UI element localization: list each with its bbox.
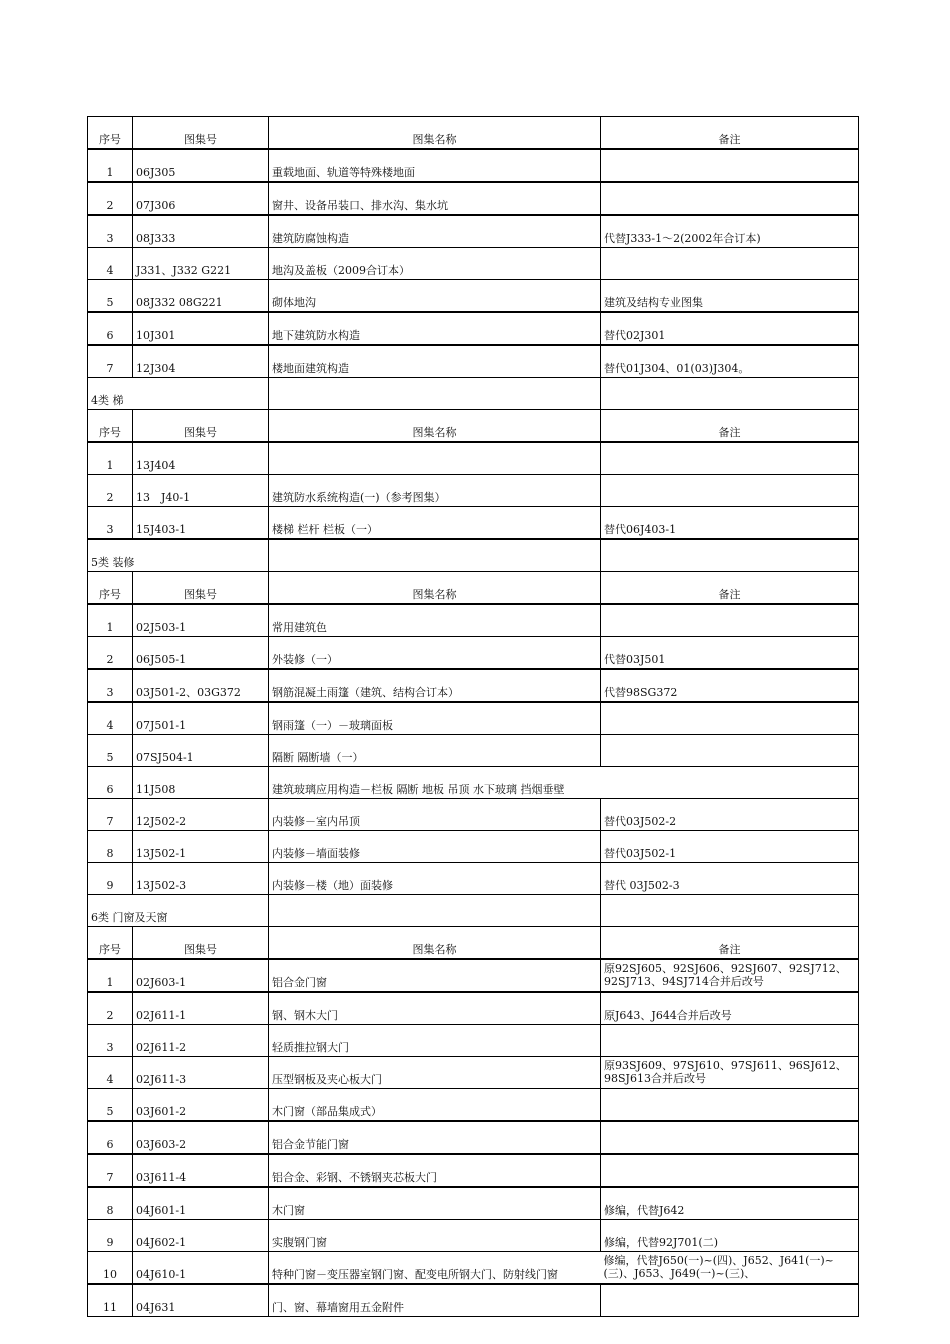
section-5-title-row xyxy=(88,539,859,572)
atlas-code: 03J611-4 xyxy=(133,1154,269,1187)
atlas-code: 02J603-1 xyxy=(133,959,269,992)
atlas-code: 12J304 xyxy=(133,345,269,378)
atlas-name: 实腹钢门窗 xyxy=(269,1220,601,1252)
catalog-sheet xyxy=(87,116,858,1317)
atlas-code: 04J602-1 xyxy=(133,1220,269,1252)
section-title: 4类 梯 xyxy=(88,378,269,410)
atlas-name: 钢筋混凝土雨篷（建筑、结构合订本） xyxy=(269,669,601,702)
atlas-note: 替代01J304、01(03)J304。 xyxy=(601,345,859,378)
atlas-code: 13J502-1 xyxy=(133,831,269,863)
atlas-note: 原92SJ605、92SJ606、92SJ607、92SJ712、92SJ713、94SJ714合并后改号 xyxy=(601,959,859,992)
empty-cell xyxy=(601,895,859,927)
header-no: 序号 xyxy=(88,927,133,960)
table-row xyxy=(88,215,859,248)
atlas-code: 08J332 08G221 xyxy=(133,280,269,313)
atlas-note: 建筑及结构专业图集 xyxy=(601,280,859,313)
atlas-name: 建筑防腐蚀构造 xyxy=(269,215,601,248)
header-code: 图集号 xyxy=(133,927,269,960)
row-number: 3 xyxy=(88,1025,133,1057)
header-note: 备注 xyxy=(601,572,859,605)
atlas-note xyxy=(601,735,859,767)
atlas-name: 隔断 隔断墙（一） xyxy=(269,735,601,767)
atlas-note xyxy=(601,182,859,215)
table-row xyxy=(88,992,859,1025)
atlas-name: 钢、钢木大门 xyxy=(269,992,601,1025)
atlas-name: 铝合金节能门窗 xyxy=(269,1121,601,1154)
row-number: 9 xyxy=(88,1220,133,1252)
atlas-code: 02J611-2 xyxy=(133,1025,269,1057)
header-no: 序号 xyxy=(88,572,133,605)
atlas-name: 楼梯 栏杆 栏板（一） xyxy=(269,507,601,540)
atlas-code: 04J631 xyxy=(133,1284,269,1317)
atlas-note: 代替J333-1～2(2002年合订本) xyxy=(601,215,859,248)
atlas-note: 代替98SG372 xyxy=(601,669,859,702)
row-number: 1 xyxy=(88,149,133,182)
atlas-name: 地沟及盖板（2009合订本） xyxy=(269,248,601,280)
atlas-note xyxy=(601,149,859,182)
table-row xyxy=(88,1025,859,1057)
atlas-note: 修编，代替J650(一)~(四)、J652、J641(一)~(三)、J653、J649(一)~(三)、 xyxy=(601,1252,859,1285)
atlas-name: 压型钢板及夹心板大门 xyxy=(269,1057,601,1089)
table-row xyxy=(88,312,859,345)
row-number: 5 xyxy=(88,280,133,313)
atlas-code: 06J305 xyxy=(133,149,269,182)
atlas-code: 03J501-2、03G372 xyxy=(133,669,269,702)
atlas-name: 外装修（一） xyxy=(269,637,601,670)
header-note: 备注 xyxy=(601,410,859,443)
atlas-code: J331、J332 G221 xyxy=(133,248,269,280)
row-number: 2 xyxy=(88,992,133,1025)
atlas-name: 铝合金门窗 xyxy=(269,959,601,992)
row-number: 6 xyxy=(88,312,133,345)
atlas-name: 内装修－墙面装修 xyxy=(269,831,601,863)
atlas-code: 04J601-1 xyxy=(133,1187,269,1220)
atlas-note xyxy=(601,442,859,475)
atlas-name: 内装修－楼（地）面装修 xyxy=(269,863,601,895)
table-row xyxy=(88,442,859,475)
atlas-note xyxy=(601,1121,859,1154)
table-row xyxy=(88,149,859,182)
atlas-code: 02J611-3 xyxy=(133,1057,269,1089)
atlas-note xyxy=(601,604,859,637)
row-number: 5 xyxy=(88,735,133,767)
atlas-note: 替代 03J502-3 xyxy=(601,863,859,895)
header-name: 图集名称 xyxy=(269,927,601,960)
atlas-name: 钢雨篷（一）－玻璃面板 xyxy=(269,702,601,735)
row-number: 10 xyxy=(88,1252,133,1285)
atlas-code: 06J505-1 xyxy=(133,637,269,670)
atlas-note xyxy=(601,1154,859,1187)
atlas-note: 替代03J502-1 xyxy=(601,831,859,863)
atlas-note xyxy=(601,1089,859,1122)
empty-cell xyxy=(269,378,601,410)
section-4-title-row xyxy=(88,378,859,410)
table-row xyxy=(88,1284,859,1317)
empty-cell xyxy=(269,539,601,572)
atlas-code: 07J501-1 xyxy=(133,702,269,735)
table-row xyxy=(88,1121,859,1154)
atlas-note xyxy=(601,1025,859,1057)
row-number: 3 xyxy=(88,669,133,702)
empty-cell xyxy=(601,378,859,410)
table-row xyxy=(88,604,859,637)
table-row xyxy=(88,182,859,215)
row-number: 11 xyxy=(88,1284,133,1317)
section-title: 5类 装修 xyxy=(88,539,269,572)
atlas-note: 替代02J301 xyxy=(601,312,859,345)
table-row xyxy=(88,669,859,702)
empty-cell xyxy=(269,895,601,927)
atlas-note: 修编，代替92J701(二) xyxy=(601,1220,859,1252)
atlas-note: 原93SJ609、97SJ610、97SJ611、96SJ612、98SJ613合并后改号 xyxy=(601,1057,859,1089)
atlas-note xyxy=(601,248,859,280)
table-row xyxy=(88,475,859,507)
header-code: 图集号 xyxy=(133,572,269,605)
row-number: 3 xyxy=(88,215,133,248)
row-number: 4 xyxy=(88,1057,133,1089)
atlas-name xyxy=(269,442,601,475)
atlas-name: 建筑防水系统构造(一)（参考图集） xyxy=(269,475,601,507)
atlas-code: 02J611-1 xyxy=(133,992,269,1025)
row-number: 7 xyxy=(88,799,133,831)
atlas-code: 07J306 xyxy=(133,182,269,215)
atlas-code: 11J508 xyxy=(133,767,269,799)
table-row xyxy=(88,248,859,280)
atlas-note: 替代06J403-1 xyxy=(601,507,859,540)
row-number: 8 xyxy=(88,831,133,863)
section-6-title-row xyxy=(88,895,859,927)
table-row xyxy=(88,959,859,992)
atlas-code: 13 J40-1 xyxy=(133,475,269,507)
atlas-note xyxy=(601,1284,859,1317)
table-header-row xyxy=(88,117,859,150)
empty-cell xyxy=(601,539,859,572)
atlas-name: 木门窗 xyxy=(269,1187,601,1220)
section-title: 6类 门窗及天窗 xyxy=(88,895,269,927)
header-no: 序号 xyxy=(88,410,133,443)
table-row xyxy=(88,702,859,735)
atlas-note: 修编，代替J642 xyxy=(601,1187,859,1220)
atlas-name: 轻质推拉钢大门 xyxy=(269,1025,601,1057)
table-row xyxy=(88,799,859,831)
atlas-name: 楼地面建筑构造 xyxy=(269,345,601,378)
header-no: 序号 xyxy=(88,117,133,150)
row-number: 5 xyxy=(88,1089,133,1122)
atlas-name: 铝合金、彩钢、不锈钢夹芯板大门 xyxy=(269,1154,601,1187)
row-number: 7 xyxy=(88,345,133,378)
atlas-note: 原J643、J644合并后改号 xyxy=(601,992,859,1025)
atlas-note: 代替03J501 xyxy=(601,637,859,670)
table-header-row xyxy=(88,410,859,443)
table-row xyxy=(88,280,859,313)
row-number: 1 xyxy=(88,442,133,475)
row-number: 2 xyxy=(88,475,133,507)
header-name: 图集名称 xyxy=(269,410,601,443)
atlas-code: 15J403-1 xyxy=(133,507,269,540)
table-row xyxy=(88,1187,859,1220)
row-number: 6 xyxy=(88,1121,133,1154)
table-row xyxy=(88,735,859,767)
row-number: 4 xyxy=(88,702,133,735)
atlas-code: 10J301 xyxy=(133,312,269,345)
table-header-row xyxy=(88,927,859,960)
table-row xyxy=(88,767,859,799)
header-note: 备注 xyxy=(601,927,859,960)
row-number: 6 xyxy=(88,767,133,799)
atlas-table xyxy=(87,116,859,1317)
table-row xyxy=(88,863,859,895)
table-row xyxy=(88,831,859,863)
row-number: 1 xyxy=(88,604,133,637)
atlas-code: 04J610-1 xyxy=(133,1252,269,1285)
row-number: 8 xyxy=(88,1187,133,1220)
table-row xyxy=(88,1252,859,1285)
atlas-name: 地下建筑防水构造 xyxy=(269,312,601,345)
atlas-note: 替代03J502-2 xyxy=(601,799,859,831)
atlas-code: 08J333 xyxy=(133,215,269,248)
table-row xyxy=(88,1089,859,1122)
header-code: 图集号 xyxy=(133,117,269,150)
header-code: 图集号 xyxy=(133,410,269,443)
atlas-note xyxy=(601,475,859,507)
atlas-code: 03J603-2 xyxy=(133,1121,269,1154)
row-number: 4 xyxy=(88,248,133,280)
atlas-code: 13J502-3 xyxy=(133,863,269,895)
atlas-note xyxy=(601,767,859,799)
header-name: 图集名称 xyxy=(269,117,601,150)
atlas-note xyxy=(601,702,859,735)
atlas-name: 常用建筑色 xyxy=(269,604,601,637)
atlas-code: 02J503-1 xyxy=(133,604,269,637)
atlas-name: 重载地面、轨道等特殊楼地面 xyxy=(269,149,601,182)
header-name: 图集名称 xyxy=(269,572,601,605)
table-header-row xyxy=(88,572,859,605)
atlas-name: 木门窗（部品集成式） xyxy=(269,1089,601,1122)
row-number: 2 xyxy=(88,182,133,215)
table-row xyxy=(88,1220,859,1252)
row-number: 3 xyxy=(88,507,133,540)
table-row xyxy=(88,345,859,378)
atlas-name: 窗井、设备吊装口、排水沟、集水坑 xyxy=(269,182,601,215)
table-row xyxy=(88,507,859,540)
table-row xyxy=(88,1154,859,1187)
row-number: 9 xyxy=(88,863,133,895)
atlas-name: 特种门窗－变压器室钢门窗、配变电所钢大门、防射线门窗 xyxy=(269,1252,601,1285)
atlas-name: 内装修－室内吊顶 xyxy=(269,799,601,831)
row-number: 1 xyxy=(88,959,133,992)
atlas-name: 门、窗、幕墙窗用五金附件 xyxy=(269,1284,601,1317)
atlas-code: 12J502-2 xyxy=(133,799,269,831)
atlas-code: 13J404 xyxy=(133,442,269,475)
atlas-code: 07SJ504-1 xyxy=(133,735,269,767)
row-number: 7 xyxy=(88,1154,133,1187)
atlas-name: 砌体地沟 xyxy=(269,280,601,313)
table-row xyxy=(88,1057,859,1089)
header-note: 备注 xyxy=(601,117,859,150)
atlas-name: 建筑玻璃应用构造－栏板 隔断 地板 吊顶 水下玻璃 挡烟垂壁 xyxy=(269,767,601,799)
atlas-code: 03J601-2 xyxy=(133,1089,269,1122)
table-row xyxy=(88,637,859,670)
row-number: 2 xyxy=(88,637,133,670)
